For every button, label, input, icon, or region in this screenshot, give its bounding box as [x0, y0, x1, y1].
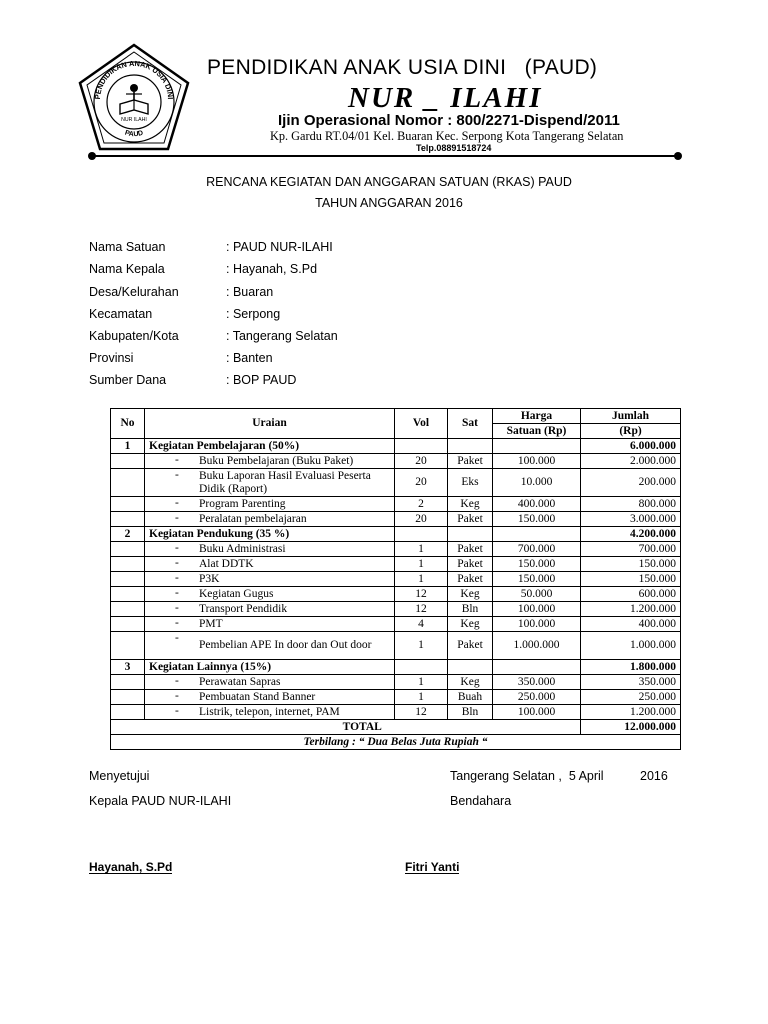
item-description: Listrik, telepon, internet, PAM — [199, 705, 340, 718]
item-harga: 700.000 — [493, 542, 581, 557]
section-harga — [493, 660, 581, 675]
item-jumlah: 250.000 — [581, 690, 681, 705]
amount-in-words: Terbilang : “ Dua Belas Juta Rupiah “ — [111, 735, 681, 750]
info-value: : Buaran — [226, 285, 274, 299]
item-description: Peralatan pembelajaran — [199, 512, 307, 525]
item-sat: Bln — [448, 602, 493, 617]
item-description: Buku Pembelajaran (Buku Paket) — [199, 454, 354, 467]
section-total: 1.800.000 — [581, 660, 681, 675]
paud-logo — [76, 42, 192, 154]
item-dash: - — [175, 632, 179, 644]
item-dash: - — [175, 557, 179, 569]
item-number — [111, 542, 145, 557]
item-sat: Keg — [448, 675, 493, 690]
institution-type: PENDIDIKAN ANAK USIA DINI (PAUD) — [207, 56, 598, 79]
item-description-cell — [145, 690, 395, 705]
table-row — [111, 469, 681, 497]
item-harga: 100.000 — [493, 617, 581, 632]
item-sat: Paket — [448, 454, 493, 469]
item-dash: - — [175, 542, 179, 554]
section-number: 2 — [111, 527, 145, 542]
item-jumlah: 1.200.000 — [581, 602, 681, 617]
item-sat: Paket — [448, 572, 493, 587]
item-harga: 50.000 — [493, 587, 581, 602]
section-total: 6.000.000 — [581, 439, 681, 454]
section-title: Kegiatan Lainnya (15%) — [145, 660, 395, 675]
item-jumlah: 3.000.000 — [581, 512, 681, 527]
table-row — [111, 497, 681, 512]
col-header-uraian: Uraian — [145, 409, 395, 439]
item-number — [111, 690, 145, 705]
item-description: Buku Laporan Hasil Evaluasi Peserta Didik (Raport) — [199, 469, 371, 495]
info-value: : BOP PAUD — [226, 373, 297, 387]
item-vol: 1 — [395, 557, 448, 572]
item-vol: 20 — [395, 512, 448, 527]
info-label: Provinsi — [89, 351, 134, 365]
section-vol — [395, 439, 448, 454]
item-vol: 1 — [395, 632, 448, 660]
item-description: Alat DDTK — [199, 557, 254, 570]
item-vol: 12 — [395, 705, 448, 720]
item-jumlah: 150.000 — [581, 572, 681, 587]
item-description-cell — [145, 617, 395, 632]
item-harga: 150.000 — [493, 557, 581, 572]
item-dash: - — [175, 690, 179, 702]
treasurer-role: Bendahara — [450, 794, 512, 808]
item-description: PMT — [199, 617, 223, 630]
table-row — [111, 572, 681, 587]
document-title: RENCANA KEGIATAN DAN ANGGARAN SATUAN (RKAS) PAUD — [206, 175, 572, 189]
info-label: Sumber Dana — [89, 373, 167, 387]
item-description: Program Parenting — [199, 497, 286, 510]
item-vol: 1 — [395, 572, 448, 587]
item-sat: Paket — [448, 557, 493, 572]
table-row — [111, 617, 681, 632]
item-vol: 1 — [395, 675, 448, 690]
head-role: Kepala PAUD NUR-ILAHI — [89, 794, 232, 808]
budget-table-body — [111, 439, 681, 720]
section-vol — [395, 527, 448, 542]
col-header-jumlah-unit: (Rp) — [581, 424, 681, 439]
date-year: 2016 — [640, 769, 668, 783]
item-description: P3K — [199, 572, 220, 585]
institution-name: NUR _ ILAHI — [348, 82, 543, 114]
info-value: : Serpong — [226, 307, 281, 321]
section-row — [111, 527, 681, 542]
info-label: Nama Kepala — [89, 262, 165, 276]
col-header-sat: Sat — [448, 409, 493, 439]
item-jumlah: 2.000.000 — [581, 454, 681, 469]
item-description-cell — [145, 512, 395, 527]
item-number — [111, 557, 145, 572]
col-header-vol: Vol — [395, 409, 448, 439]
item-number — [111, 497, 145, 512]
section-number: 3 — [111, 660, 145, 675]
approval-caption: Menyetujui — [89, 769, 150, 783]
table-row — [111, 587, 681, 602]
section-number: 1 — [111, 439, 145, 454]
section-vol — [395, 660, 448, 675]
item-jumlah: 1.000.000 — [581, 632, 681, 660]
table-row — [111, 705, 681, 720]
col-header-harga: Harga — [493, 409, 581, 424]
table-row — [111, 602, 681, 617]
treasurer-name: Fitri Yanti — [405, 860, 460, 874]
item-harga: 100.000 — [493, 602, 581, 617]
item-jumlah: 600.000 — [581, 587, 681, 602]
item-jumlah: 700.000 — [581, 542, 681, 557]
table-row — [111, 454, 681, 469]
info-value: : Tangerang Selatan — [226, 329, 338, 343]
section-title: Kegiatan Pembelajaran (50%) — [145, 439, 395, 454]
item-number — [111, 602, 145, 617]
table-row — [111, 632, 681, 660]
item-description-cell — [145, 587, 395, 602]
item-number — [111, 512, 145, 527]
item-description: Pembelian APE In door dan Out door — [199, 639, 372, 651]
total-label: TOTAL — [145, 720, 581, 735]
institution-phone: Telp.08891518724 — [416, 143, 492, 153]
header-divider — [92, 155, 678, 157]
item-harga: 100.000 — [493, 705, 581, 720]
item-sat: Paket — [448, 542, 493, 557]
item-description: Perawatan Sapras — [199, 675, 281, 688]
table-row — [111, 557, 681, 572]
col-header-harga-unit: Satuan (Rp) — [493, 424, 581, 439]
section-sat — [448, 439, 493, 454]
item-jumlah: 1.200.000 — [581, 705, 681, 720]
logo-top-text: PENDIDIKAN ANAK USIA DINI — [92, 58, 176, 100]
item-dash: - — [175, 512, 179, 524]
info-label: Nama Satuan — [89, 240, 166, 254]
place-date: Tangerang Selatan , 5 April — [450, 769, 604, 783]
item-sat: Paket — [448, 632, 493, 660]
item-jumlah: 350.000 — [581, 675, 681, 690]
item-dash: - — [175, 454, 179, 466]
item-vol: 1 — [395, 690, 448, 705]
section-harga — [493, 439, 581, 454]
item-dash: - — [175, 617, 179, 629]
item-description-cell — [145, 469, 395, 497]
item-sat: Keg — [448, 497, 493, 512]
item-harga: 150.000 — [493, 572, 581, 587]
item-description-cell — [145, 454, 395, 469]
institution-address: Kp. Gardu RT.04/01 Kel. Buaran Kec. Serpong Kota Tangerang Selatan — [270, 129, 624, 143]
info-label: Kabupaten/Kota — [89, 329, 179, 343]
item-description: Pembuatan Stand Banner — [199, 690, 316, 703]
item-number — [111, 705, 145, 720]
item-dash: - — [175, 675, 179, 687]
section-harga — [493, 527, 581, 542]
item-vol: 2 — [395, 497, 448, 512]
item-vol: 20 — [395, 469, 448, 497]
item-harga: 250.000 — [493, 690, 581, 705]
item-description-cell — [145, 705, 395, 720]
item-vol: 20 — [395, 454, 448, 469]
item-vol: 12 — [395, 602, 448, 617]
item-harga: 100.000 — [493, 454, 581, 469]
item-vol: 1 — [395, 542, 448, 557]
item-description-cell — [145, 675, 395, 690]
item-vol: 12 — [395, 587, 448, 602]
info-value: : Hayanah, S.Pd — [226, 262, 318, 276]
table-row — [111, 690, 681, 705]
item-jumlah: 150.000 — [581, 557, 681, 572]
item-sat: Keg — [448, 617, 493, 632]
item-description-cell — [145, 542, 395, 557]
table-row — [111, 542, 681, 557]
table-row — [111, 512, 681, 527]
total-row — [111, 720, 681, 735]
total-value: 12.000.000 — [581, 720, 681, 735]
item-number — [111, 675, 145, 690]
item-sat: Paket — [448, 512, 493, 527]
item-jumlah: 800.000 — [581, 497, 681, 512]
item-description: Kegiatan Gugus — [199, 587, 274, 600]
item-harga: 1.000.000 — [493, 632, 581, 660]
item-dash: - — [175, 469, 179, 481]
item-sat: Buah — [448, 690, 493, 705]
item-sat: Bln — [448, 705, 493, 720]
document-subtitle: TAHUN ANGGARAN 2016 — [315, 196, 463, 210]
info-value: : PAUD NUR-ILAHI — [226, 240, 333, 254]
item-number — [111, 617, 145, 632]
section-sat — [448, 527, 493, 542]
budget-table — [110, 408, 681, 750]
section-total: 4.200.000 — [581, 527, 681, 542]
item-description: Buku Administrasi — [199, 542, 286, 555]
logo-mid-text: NUR ILAHI — [121, 117, 147, 123]
item-description-cell — [145, 497, 395, 512]
item-number — [111, 454, 145, 469]
item-number — [111, 587, 145, 602]
info-label: Desa/Kelurahan — [89, 285, 179, 299]
item-harga: 400.000 — [493, 497, 581, 512]
info-value: : Banten — [226, 351, 273, 365]
item-description-cell — [145, 602, 395, 617]
item-harga: 10.000 — [493, 469, 581, 497]
item-number — [111, 572, 145, 587]
col-header-no: No — [111, 409, 145, 439]
section-sat — [448, 660, 493, 675]
item-description-cell — [145, 557, 395, 572]
operational-permit: Ijin Operasional Nomor : 800/2271-Dispend/2011 — [278, 112, 620, 129]
item-description: Transport Pendidik — [199, 602, 288, 615]
item-description-cell — [145, 572, 395, 587]
section-row — [111, 439, 681, 454]
col-header-jumlah: Jumlah — [581, 409, 681, 424]
item-number — [111, 632, 145, 660]
item-harga: 150.000 — [493, 512, 581, 527]
info-label: Kecamatan — [89, 307, 153, 321]
section-row — [111, 660, 681, 675]
item-number — [111, 469, 145, 497]
item-harga: 350.000 — [493, 675, 581, 690]
item-jumlah: 400.000 — [581, 617, 681, 632]
terbilang-row — [111, 735, 681, 750]
item-sat: Eks — [448, 469, 493, 497]
item-sat: Keg — [448, 587, 493, 602]
section-title: Kegiatan Pendukung (35 %) — [145, 527, 395, 542]
item-jumlah: 200.000 — [581, 469, 681, 497]
item-description-cell — [145, 632, 395, 660]
item-dash: - — [175, 497, 179, 509]
item-dash: - — [175, 602, 179, 614]
item-dash: - — [175, 587, 179, 599]
head-name: Hayanah, S.Pd — [89, 860, 173, 874]
item-dash: - — [175, 705, 179, 717]
item-dash: - — [175, 572, 179, 584]
item-vol: 4 — [395, 617, 448, 632]
logo-bottom-text: PAUD — [123, 129, 145, 139]
table-row — [111, 675, 681, 690]
